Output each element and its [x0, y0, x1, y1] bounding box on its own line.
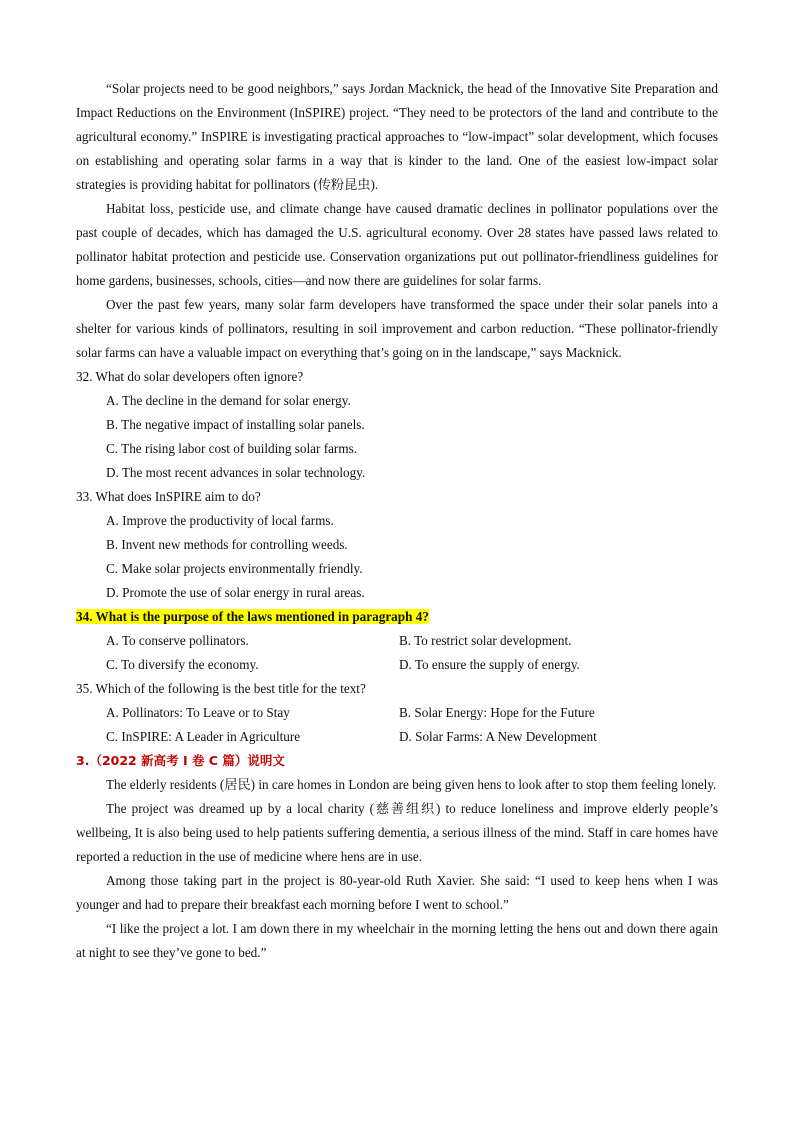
- paragraph: “Solar projects need to be good neighbors,” says Jordan Macknick, the head of the Innovative Site Preparation and Impact Reductions on the Environment (InSPIRE) project. “They need to be protectors of the land and contribute to the agricultural economy.” InSPIRE is investigating practical approaches to “low-impact” solar development, which focuses on establishing and operating solar farms in a way that is kinder to the land. One of the easiest low-impact solar strategies is providing habitat for pollinators (传粉昆虫).: [76, 81, 718, 192]
- question-33-option-c: C. Make solar projects environmentally friendly.: [106, 561, 363, 576]
- paragraph: Over the past few years, many solar farm developers have transformed the space under their solar panels into a shelter for various kinds of pollinators, resulting in soil improvement and carbon reduction. “These pollinator-friendly solar farms can have a valuable impact on everything that’s going on in the landscape,” says Macknick.: [76, 297, 718, 360]
- question-32-stem: 32. What do solar developers often ignore?: [76, 369, 304, 384]
- question-32-option-b: B. The negative impact of installing solar panels.: [106, 417, 365, 432]
- paragraph: Habitat loss, pesticide use, and climate change have caused dramatic declines in pollinator populations over the past couple of decades, which has damaged the U.S. agricultural economy. Over 28 states have passed laws related to pollinator habitat protection and pesticide use. Conservation organizations put out pollinator-friendliness guidelines for home gardens, businesses, schools, cities—and now there are guidelines for solar farms.: [76, 201, 718, 288]
- question-34-option-c: C. To diversify the economy.: [106, 657, 259, 672]
- question-34-option-a: A. To conserve pollinators.: [106, 633, 249, 648]
- section-heading: 3.（2022 新高考 I 卷 C 篇）说明文: [76, 753, 285, 768]
- question-35-row-1: [76, 701, 718, 725]
- question-34-option-d: D. To ensure the supply of energy.: [399, 657, 580, 672]
- question-35-option-c: C. InSPIRE: A Leader in Agriculture: [106, 729, 301, 744]
- paragraph: “I like the project a lot. I am down there in my wheelchair in the morning letting the hens out and down there again at night to see they’ve gone to bed.”: [76, 921, 718, 960]
- question-33-option-b: B. Invent new methods for controlling weeds.: [106, 537, 348, 552]
- question-35-stem: 35. Which of the following is the best title for the text?: [76, 681, 366, 696]
- question-35-option-b: B. Solar Energy: Hope for the Future: [399, 705, 595, 720]
- question-32-option-c: C. The rising labor cost of building solar farms.: [106, 441, 358, 456]
- question-34-option-b: B. To restrict solar development.: [399, 633, 572, 648]
- question-32-option-a: A. The decline in the demand for solar energy.: [106, 393, 351, 408]
- question-34-row-2: [76, 653, 718, 677]
- question-34-stem: 34. What is the purpose of the laws mentioned in paragraph 4?: [76, 609, 429, 624]
- paragraph: The project was dreamed up by a local charity (慈善组织) to reduce loneliness and improve elderly people’s wellbeing, It is also being used to help patients suffering dementia, a serious illness of the mind. Staff in care homes have reported a reduction in the use of medicine where hens are in use.: [76, 801, 718, 864]
- document-page: [76, 77, 718, 965]
- question-33-stem: 33. What does InSPIRE aim to do?: [76, 489, 261, 504]
- question-33-option-a: A. Improve the productivity of local farms.: [106, 513, 334, 528]
- question-35-option-d: D. Solar Farms: A New Development: [399, 729, 597, 744]
- question-32-option-d: D. The most recent advances in solar technology.: [106, 465, 366, 480]
- question-34-row-1: [76, 629, 718, 653]
- paragraph: The elderly residents (居民) in care homes in London are being given hens to look after to stop them feeling lonely.: [106, 777, 717, 792]
- question-33-option-d: D. Promote the use of solar energy in rural areas.: [106, 585, 365, 600]
- question-35-row-2: [76, 725, 718, 749]
- question-35-option-a: A. Pollinators: To Leave or to Stay: [106, 705, 290, 720]
- paragraph: Among those taking part in the project is 80-year-old Ruth Xavier. She said: “I used to keep hens when I was younger and had to prepare their breakfast each morning before I went to school.”: [76, 873, 718, 912]
- question-34-stem-wrapper: [76, 605, 718, 629]
